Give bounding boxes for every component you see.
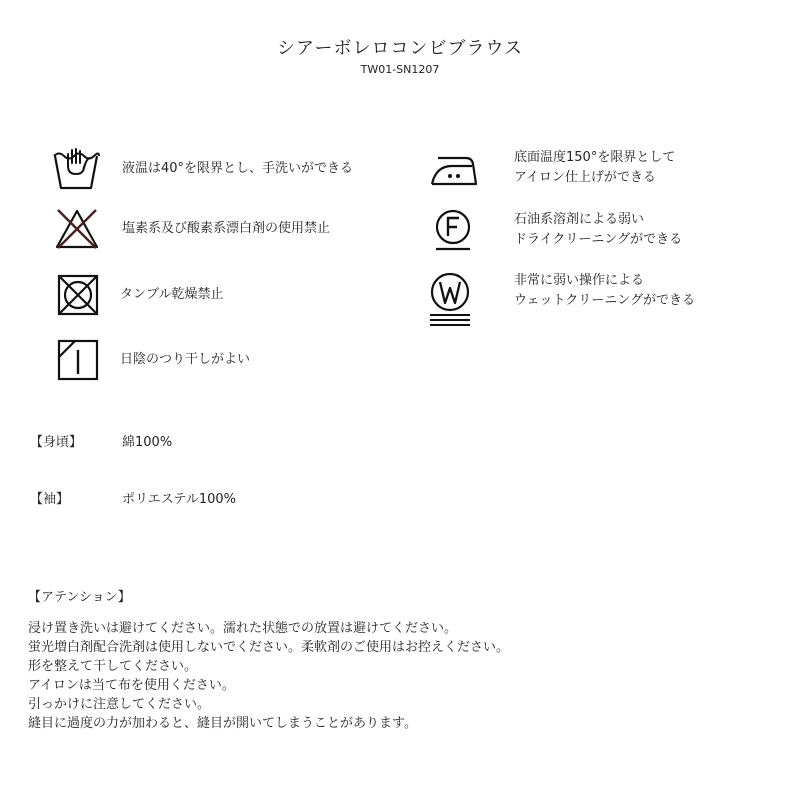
care-text-line: ウェットクリーニングができる <box>514 293 695 308</box>
body-material-label: 【身頃】 <box>30 435 83 450</box>
care-text-line: アイロン仕上げができる <box>514 170 656 185</box>
attention-line: 形を整えて干してください。 <box>28 659 198 674</box>
sleeve-material-label: 【袖】 <box>30 492 70 507</box>
no-tumble-dry-icon <box>56 273 100 317</box>
attention-line: 引っかけに注意してください。 <box>28 697 211 712</box>
dry-clean-f-icon <box>432 208 474 252</box>
iron-150-icon <box>428 148 480 188</box>
care-text-line: 液温は40°を限界とし、手洗いができる <box>122 161 354 176</box>
care-hand-wash <box>52 146 353 192</box>
care-text-line: 日陰のつり干しがよい <box>120 352 251 367</box>
care-text-line: 塩素系及び酸素系漂白剤の使用禁止 <box>122 221 331 236</box>
care-text-line: タンブル乾燥禁止 <box>120 287 224 302</box>
care-no-tumble-dry <box>56 273 223 317</box>
attention-line: 縫目に過度の力が加わると、縫目が開いてしまうことがあります。 <box>28 716 417 731</box>
product-title: シアーボレロコンビブラウス <box>277 38 523 59</box>
wet-clean-very-gentle-icon <box>424 268 476 326</box>
care-no-bleach <box>54 208 330 250</box>
care-shade-dry <box>56 338 250 382</box>
care-iron <box>428 148 675 188</box>
care-text-line: 石油系溶剤による弱い <box>514 212 645 227</box>
attention-title: 【アテンション】 <box>28 590 131 605</box>
attention-line: アイロンは当て布を使用ください。 <box>28 678 235 693</box>
attention-list <box>28 619 509 733</box>
care-text-line: ドライクリーニングができる <box>514 232 683 247</box>
attention-line: 浸け置き洗いは避けてください。濡れた状態での放置は避けてください。 <box>28 621 458 636</box>
care-text-line: 非常に弱い操作による <box>514 273 645 288</box>
hand-wash-40-icon <box>52 146 100 192</box>
care-text-line: 底面温度150°を限界として <box>514 150 676 165</box>
no-bleach-icon <box>54 208 100 250</box>
attention-line: 蛍光増白剤配合洗剤は使用しないでください。柔軟剤のご使用はお控えください。 <box>28 640 510 655</box>
sleeve-material-value: ポリエステル100% <box>122 492 236 507</box>
care-dry-clean <box>432 208 682 252</box>
care-wet-clean <box>424 268 695 326</box>
product-code: TW01-SN1207 <box>360 63 440 76</box>
shade-dry-icon <box>56 338 100 382</box>
body-material-value: 綿100% <box>122 435 173 450</box>
